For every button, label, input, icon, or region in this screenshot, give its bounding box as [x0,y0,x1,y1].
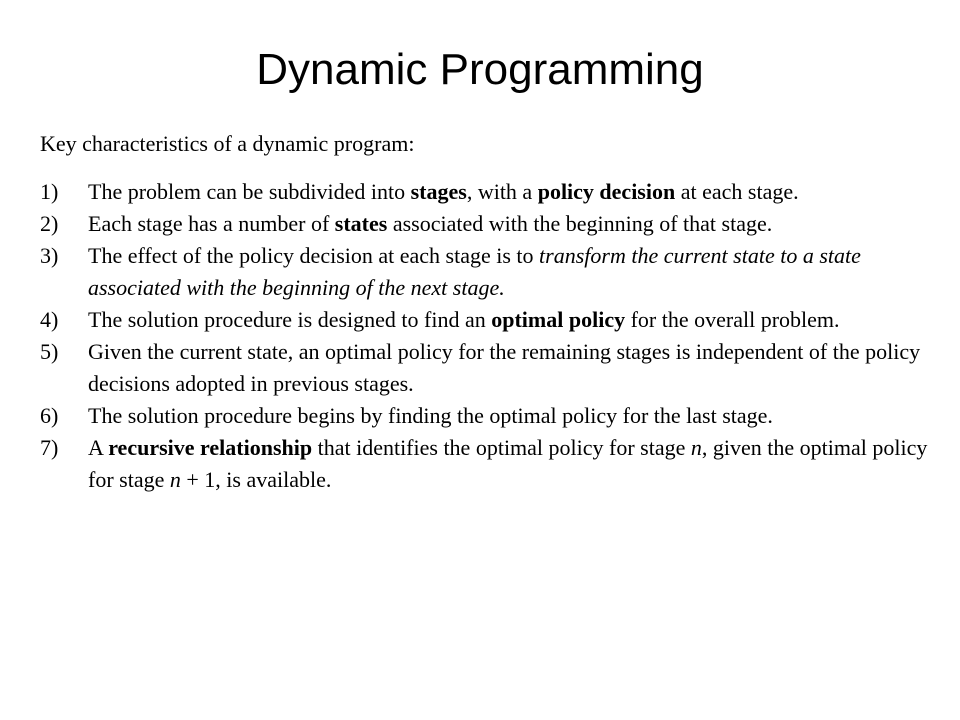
intro-text: Key characteristics of a dynamic program: [40,131,415,156]
list-item-number: 1) [40,179,59,204]
bold-term: stages [410,179,467,204]
list-item-number: 7) [40,435,59,460]
list-item [40,336,940,400]
text-run: that identifies the optimal policy for stage [312,435,691,460]
text-run: A [88,435,109,460]
italic-text: transform the current state to a state associated with the beginning of the next stage. [88,243,861,300]
list-item [40,400,940,432]
list-item-text [88,304,940,336]
text-run: , given the optimal policy for stage [88,435,928,492]
characteristics-list [40,176,940,496]
list-item-number: 2) [40,211,59,236]
list-item [40,240,940,304]
list-item [40,208,940,240]
list-item-number: 3) [40,243,59,268]
list-item-text [88,336,940,400]
list-item [40,304,940,336]
list-item-text [88,208,940,240]
list-item-text [88,432,940,496]
list-item-number: 5) [40,339,59,364]
slide-title: Dynamic Programming [256,45,704,94]
list-item [40,176,940,208]
text-run: Given the current state, an optimal policy for the remaining stages is independent of the policy decisions adopted in previous stages. [88,339,921,396]
list-item [40,432,940,496]
bold-term: states [334,211,388,236]
list-item-text [88,400,940,432]
slide-body [40,128,940,496]
text-run: at each stage. [675,179,799,204]
italic-text: n [169,467,181,492]
bold-term: policy decision [537,179,676,204]
list-item-text [88,176,940,208]
italic-text: n [690,435,702,460]
text-run: , with a [466,179,538,204]
list-item-number: 6) [40,403,59,428]
text-run: The solution procedure begins by finding the optimal policy for the last stage. [88,403,773,428]
text-run: The effect of the policy decision at each stage is to [88,243,540,268]
text-run: Each stage has a number of [88,211,335,236]
text-run: + 1, is available. [180,467,332,492]
text-run: associated with the beginning of that stage. [387,211,773,236]
text-run: The problem can be subdivided into [88,179,411,204]
list-item-number: 4) [40,307,59,332]
text-run: The solution procedure is designed to find an [88,307,492,332]
text-run: for the overall problem. [625,307,840,332]
list-item-text [88,240,940,304]
bold-term: recursive relationship [108,435,313,460]
bold-term: optimal policy [491,307,626,332]
